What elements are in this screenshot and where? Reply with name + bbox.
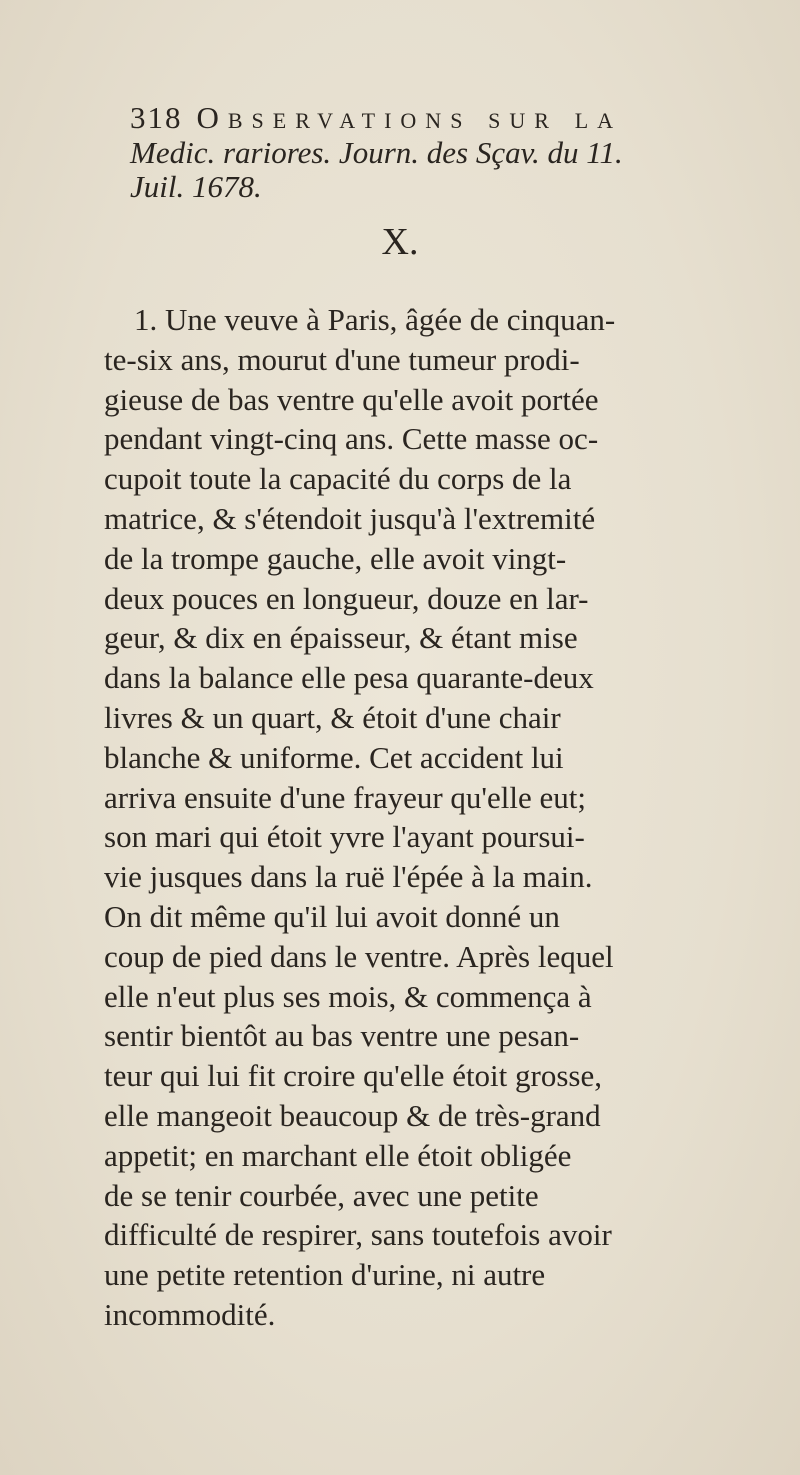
text-line: 1. Une veuve à Paris, âgée de cinquan-	[134, 302, 616, 337]
text-line: une petite retention d'urine, ni autre	[104, 1257, 546, 1293]
text-line: incommodité.	[104, 1296, 276, 1332]
text-line: sentir bientôt au bas ventre une pesan-	[104, 1018, 580, 1054]
text-line: appetit; en marchant elle étoit obligée	[104, 1137, 572, 1173]
text-line: pendant vingt-cinq ans. Cette masse oc-	[104, 421, 599, 457]
text-line: te-six ans, mourut d'une tumeur prodi-	[104, 341, 580, 377]
text-line: de la trompe gauche, elle avoit vingt-	[104, 540, 567, 576]
text-line: gieuse de bas ventre qu'elle avoit portée	[104, 381, 599, 417]
text-line: On dit même qu'il lui avoit donné un	[104, 898, 560, 934]
text-line: dans la balance elle pesa quarante-deux	[104, 660, 594, 696]
text-line: teur qui lui fit croire qu'elle étoit grosse,	[104, 1058, 602, 1094]
section-number: X.	[381, 221, 419, 263]
text-line: livres & un quart, & étoit d'une chair	[104, 699, 561, 735]
citation-line-1: Medic. rariores. Journ. des Sçav. du 11.	[130, 135, 623, 170]
page-number: 318	[130, 100, 183, 135]
text-line: de se tenir courbée, avec une petite	[104, 1177, 539, 1213]
text-line: vie jusques dans la ruë l'épée à la main.	[104, 859, 593, 895]
running-head	[130, 100, 750, 136]
text-line: coup de pied dans le ventre. Après lequel	[104, 938, 614, 974]
text-line: difficulté de respirer, sans toutefois avoir	[104, 1217, 612, 1253]
text-line: cupoit toute la capacité du corps de la	[104, 461, 572, 497]
text-line: elle n'eut plus ses mois, & commença à	[104, 978, 592, 1014]
text-line: son mari qui étoit yvre l'ayant poursui-	[104, 819, 585, 855]
page-header	[130, 100, 750, 204]
text-line: deux pouces en longueur, douze en lar-	[104, 580, 589, 616]
citation-line-2: Juil. 1678.	[130, 169, 262, 204]
paragraph	[104, 300, 764, 1335]
running-title: Observations sur la	[196, 100, 623, 135]
text-line: geur, & dix en épaisseur, & étant mise	[104, 620, 578, 656]
text-line: arriva ensuite d'une frayeur qu'elle eut;	[104, 779, 586, 815]
text-line: elle mangeoit beaucoup & de très-grand	[104, 1097, 601, 1133]
text-line: matrice, & s'étendoit jusqu'à l'extremité	[104, 500, 596, 536]
text-line: blanche & uniforme. Cet accident lui	[104, 739, 564, 775]
